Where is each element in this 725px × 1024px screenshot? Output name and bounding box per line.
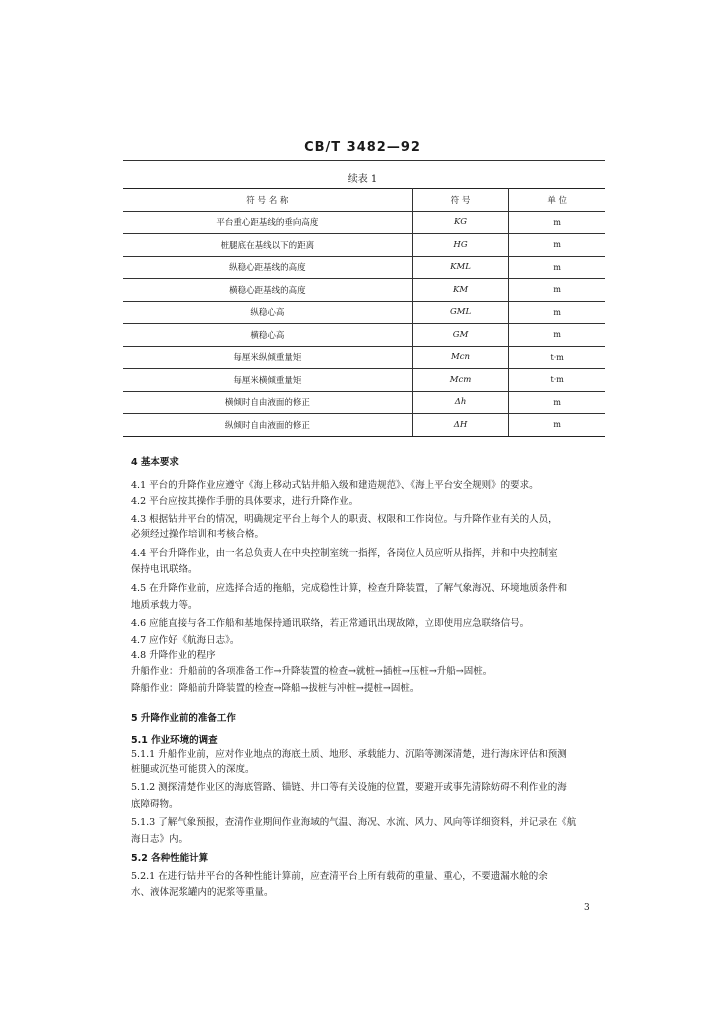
cell-unit: m: [509, 279, 605, 302]
text-line: 地质承载力等。: [131, 600, 198, 611]
col-header-symbol: 符 号: [412, 189, 509, 212]
text-line: 4.2 平台应按其操作手册的具体要求，进行升降作业。: [131, 496, 359, 507]
table-caption: 续表 1: [347, 174, 378, 185]
cell-symbol: Mcn: [412, 346, 509, 369]
table-header-row: [123, 189, 605, 212]
cell-unit: m: [509, 391, 605, 414]
table-row: [123, 414, 605, 437]
cell-unit: t·m: [509, 346, 605, 369]
text-line: 保持电讯联络。: [131, 564, 198, 575]
text-line: 升船作业：升船前的各项准备工作→升降装置的检查→就桩→插桩→压桩→升船→固桩。: [131, 666, 493, 677]
cell-unit: m: [509, 234, 605, 257]
cell-unit: m: [509, 301, 605, 324]
cell-symbol: KM: [412, 279, 509, 302]
cell-name: 横稳心距基线的高度: [123, 279, 412, 302]
cell-name: 每厘米横倾重量矩: [123, 369, 412, 392]
table-row: [123, 234, 605, 257]
table-row: [123, 346, 605, 369]
text-line: 海日志》内。: [131, 834, 189, 845]
cell-symbol: KML: [412, 256, 509, 279]
text-line: 4.3 根据钻井平台的情况，明确规定平台上每个人的职责、权限和工作岗位。与升降作业有关的人员，: [131, 514, 558, 525]
table-row: [123, 391, 605, 414]
header-rule: [123, 160, 605, 161]
text-line: 5.2.1 在进行钻井平台的各种性能计算前，应查清平台上所有载荷的重量、重心，不要遗漏水舱的余: [131, 871, 548, 882]
text-line: 4.6 应能直接与各工作船和基地保持通讯联络，若正常通讯出现故障，立即使用应急联络信号。: [131, 618, 530, 629]
cell-unit: m: [509, 414, 605, 437]
text-line: 4.8 升降作业的程序: [131, 650, 216, 661]
text-line: 必须经过操作培训和考核合格。: [131, 529, 265, 540]
cell-name: 每厘米纵倾重量矩: [123, 346, 412, 369]
cell-unit: m: [509, 324, 605, 347]
text-line: 5.1.3 了解气象预报，查清作业期间作业海域的气温、海况、水流、风力、风向等详细资料，并记录在《航: [131, 817, 577, 828]
cell-name: 纵稳心距基线的高度: [123, 256, 412, 279]
symbol-table: [123, 188, 605, 437]
col-header-name: 符 号 名 称: [123, 189, 412, 212]
text-line: 4.7 应作好《航海日志》。: [131, 635, 240, 646]
table-row: [123, 324, 605, 347]
page-number: 3: [584, 903, 590, 913]
cell-unit: m: [509, 256, 605, 279]
text-line: 5.1.2 测探清楚作业区的海底管路、锚链、井口等有关设施的位置，要避开或事先清除妨碍不利作业的海: [131, 782, 567, 793]
text-line: 水、液体泥浆罐内的泥浆等重量。: [131, 887, 274, 898]
section-heading: 4 基本要求: [131, 457, 179, 468]
cell-symbol: ΔH: [412, 414, 509, 437]
cell-name: 横稳心高: [123, 324, 412, 347]
text-line: 4.4 平台升降作业，由一名总负责人在中央控制室统一指挥，各岗位人员应听从指挥，并和中央控制室: [131, 548, 558, 559]
cell-name: 纵倾时自由液面的修正: [123, 414, 412, 437]
table-row: [123, 279, 605, 302]
cell-symbol: Mcm: [412, 369, 509, 392]
section-heading: 5.2 各种性能计算: [131, 853, 209, 864]
cell-name: 平台重心距基线的垂向高度: [123, 211, 412, 234]
cell-symbol: Δh: [412, 391, 509, 414]
cell-symbol: HG: [412, 234, 509, 257]
text-line: 底障碍物。: [131, 799, 179, 810]
cell-symbol: GM: [412, 324, 509, 347]
cell-name: 纵稳心高: [123, 301, 412, 324]
text-line: 5.1.1 升船作业前，应对作业地点的海底土质、地形、承载能力、沉陷等测深清楚，进行海床评估和预测: [131, 749, 567, 760]
table-row: [123, 369, 605, 392]
section-heading: 5 升降作业前的准备工作: [131, 713, 236, 724]
section-heading: 5.1 作业环境的调查: [131, 735, 218, 746]
text-line: 桩腿或沉垫可能贯入的深度。: [131, 764, 255, 775]
text-line: 4.5 在升降作业前，应选择合适的拖船，完成稳性计算，检查升降装置，了解气象海况、环境地质条件和: [131, 583, 568, 594]
standard-header: CB/T 3482—92: [304, 140, 421, 155]
cell-unit: t·m: [509, 369, 605, 392]
table-row: [123, 301, 605, 324]
cell-symbol: GML: [412, 301, 509, 324]
cell-name: 桩腿底在基线以下的距离: [123, 234, 412, 257]
cell-name: 横倾时自由液面的修正: [123, 391, 412, 414]
text-line: 降船作业：降船前升降装置的检查→降船→拔桩与冲桩→提桩→固桩。: [131, 683, 420, 694]
text-line: 4.1 平台的升降作业应遵守《海上移动式钻井船入级和建造规范》、《海上平台安全规则》的要求。: [131, 480, 539, 491]
table-row: [123, 256, 605, 279]
cell-unit: m: [509, 211, 605, 234]
cell-symbol: KG: [412, 211, 509, 234]
col-header-unit: 单 位: [509, 189, 605, 212]
table-row: [123, 211, 605, 234]
